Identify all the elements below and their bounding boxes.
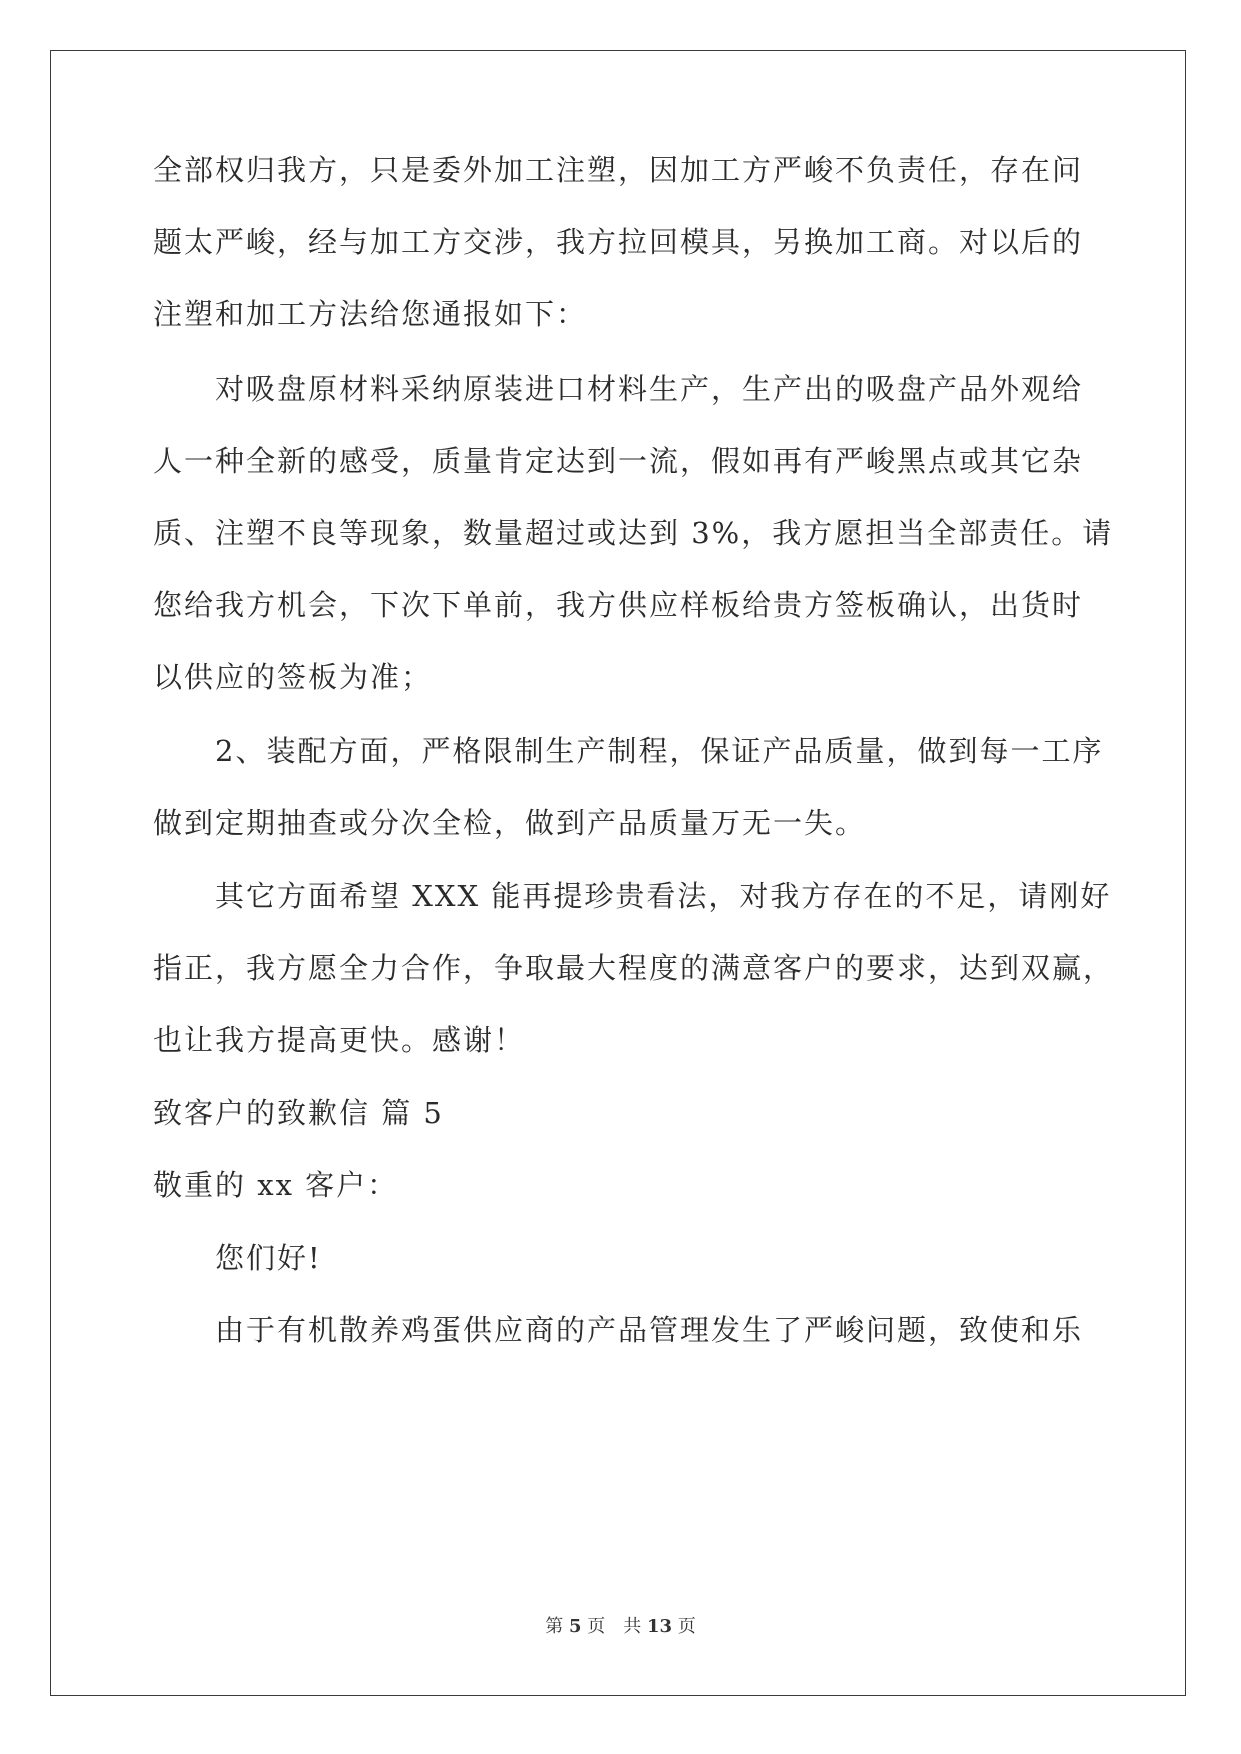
footer-prefix: 第 <box>545 1616 564 1637</box>
greeting: 您们好! <box>215 1241 322 1275</box>
footer-suffix: 页 <box>677 1616 696 1637</box>
salutation: 敬重的 xx 客户： <box>153 1168 399 1202</box>
paragraph-line: 指正，我方愿全力合作，争取最大程度的满意客户的要求，达到双赢， <box>153 951 1115 985</box>
section-heading: 致客户的致歉信 篇 5 <box>153 1096 444 1130</box>
paragraph-line: 2、装配方面，严格限制生产制程，保证产品质量，做到每一工序 <box>215 734 1104 768</box>
paragraph-line: 对吸盘原材料采纳原装进口材料生产，生产出的吸盘产品外观给 <box>215 372 1084 406</box>
paragraph-line: 全部权归我方，只是委外加工注塑，因加工方严峻不负责任，存在问 <box>153 153 1084 187</box>
paragraph-line: 以供应的签板为准； <box>153 660 433 694</box>
paragraph-line: 其它方面希望 XXX 能再提珍贵看法，对我方存在的不足，请刚好 <box>215 879 1112 913</box>
footer-middle: 页 共 <box>587 1616 642 1637</box>
paragraph-line: 做到定期抽查或分次全检，做到产品质量万无一失。 <box>153 806 867 840</box>
page-footer <box>0 1612 1241 1638</box>
paragraph-line: 题太严峻，经与加工方交涉，我方拉回模具，另换加工商。对以后的 <box>153 225 1084 259</box>
total-page-count: 13 <box>646 1616 673 1637</box>
paragraph-line: 人一种全新的感受，质量肯定达到一流，假如再有严峻黑点或其它杂 <box>153 444 1084 478</box>
paragraph-line: 注塑和加工方法给您通报如下： <box>153 297 588 331</box>
paragraph-line: 也让我方提高更快。感谢！ <box>153 1023 526 1057</box>
current-page-number: 5 <box>568 1616 582 1637</box>
paragraph-line: 您给我方机会，下次下单前，我方供应样板给贵方签板确认，出货时 <box>153 588 1084 622</box>
paragraph-line: 由于有机散养鸡蛋供应商的产品管理发生了严峻问题，致使和乐 <box>215 1313 1084 1347</box>
paragraph-line: 质、注塑不良等现象，数量超过或达到 3%，我方愿担当全部责任。请 <box>153 516 1114 550</box>
